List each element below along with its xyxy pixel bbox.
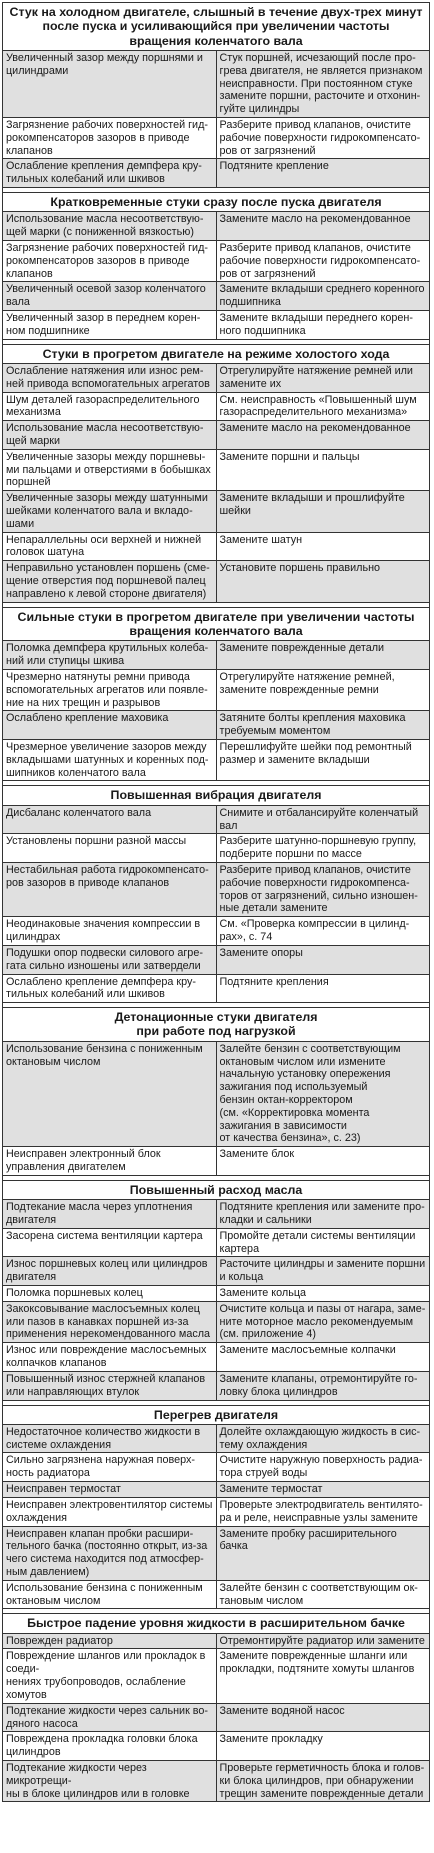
cause-cell: Увеличенный зазор между поршнями и цилиндрами bbox=[6, 51, 203, 77]
table-row bbox=[3, 1649, 430, 1703]
remedy-cell: Замените поврежденные шланги или прокладки, подтяните хомуты шлангов bbox=[219, 1650, 415, 1676]
cause-cell: Повреждена прокладка головки блока цилиндров bbox=[6, 1733, 198, 1759]
remedy-cell: Проверьте герметичность блока и голов- ки блока цилиндров, при обнаружении трещин замените поврежденные детали bbox=[219, 1761, 425, 1800]
cause-cell: Закоксовывание маслосъемных колец или пазов в канавках поршней из-за применения нерекомендованного масла bbox=[6, 1302, 211, 1341]
cause-cell: Увеличенные зазоры между поршневы- ми пальцами и отверстиями в бобышках поршней bbox=[6, 450, 211, 489]
remedy-cell: Залейте бензин с соответствующим октановым числом или измените начальную установку опережения зажигания под используемый бензин октан-корректором (см. «Корректировка момента зажигания в зависимости от качества бензина», с. 23) bbox=[219, 1042, 401, 1145]
cause-cell: Чрезмерное увеличение зазоров между вкладышами шатунных и коренных под- шипников коленчатого вала bbox=[6, 741, 209, 779]
section-header bbox=[3, 786, 430, 805]
table-row bbox=[3, 1732, 430, 1761]
section-header bbox=[3, 1008, 430, 1042]
cause-cell: Ослаблено крепление демпфера кру- тильных колебаний или шкивов bbox=[6, 975, 197, 1001]
remedy-cell: Замените клапаны, отремонтируйте го- ловку блока цилиндров bbox=[219, 1372, 418, 1398]
section-header bbox=[3, 193, 430, 212]
section-header bbox=[3, 1405, 430, 1424]
section-title: Детонационные стуки двигателя при работе под нагрузкой bbox=[114, 1010, 318, 1039]
table-row bbox=[3, 532, 430, 561]
remedy-cell: Затяните болты крепления маховика требуемым моментом bbox=[219, 712, 406, 738]
remedy-cell: См. «Проверка компрессии в цилинд- рах», с. 74 bbox=[219, 918, 410, 944]
table-row bbox=[3, 311, 430, 340]
table-row bbox=[3, 1228, 430, 1257]
cause-cell: Износ поршневых колец или цилиндров двигателя bbox=[6, 1258, 208, 1284]
cause-cell: Повреждение шлангов или прокладок в соеди- нениях трубопроводов, ослабление хомутов bbox=[6, 1650, 206, 1701]
remedy-cell: Стук поршней, исчезающий после про- грева двигателя, не является признаком неисправности. При постоянном стуке замените поршни, расточите и отхонин- гуйте цилиндры bbox=[219, 51, 423, 116]
remedy-cell: Разберите привод клапанов, очистите рабочие поверхности гидрокомпенсато- ров от загрязнений bbox=[219, 241, 421, 280]
table-row bbox=[3, 449, 430, 490]
section-title: Повышенный расход масла bbox=[129, 1182, 303, 1197]
section-title: Стуки в прогретом двигателе на режиме холостого хода bbox=[42, 346, 390, 361]
table-row bbox=[3, 740, 430, 781]
remedy-cell: Замените маслосъемные колпачки bbox=[219, 1344, 396, 1357]
cause-cell: Увеличенные зазоры между шатунными шейками коленчатого вала и вкладо- шами bbox=[6, 492, 208, 530]
table-row bbox=[3, 1580, 430, 1609]
remedy-cell: Замените термостат bbox=[219, 1483, 323, 1496]
remedy-cell: Отремонтируйте радиатор или замените bbox=[219, 1634, 425, 1647]
cause-cell: Использование бензина с пониженным октановым числом bbox=[6, 1581, 203, 1607]
remedy-cell: Замените пробку расширительного бачка bbox=[219, 1527, 397, 1553]
remedy-cell: Снимите и отбалансируйте коленчатый вал bbox=[219, 806, 419, 832]
remedy-cell: Очистите наружную поверхность радиа- тора струей воды bbox=[219, 1454, 423, 1480]
cause-cell: Неисправен клапан пробки расшири- тельного бачка (постоянно открыт, из-за чего система находится под атмосфер- ным давлением) bbox=[6, 1527, 208, 1578]
cause-cell: Увеличенный осевой зазор коленчатого вала bbox=[6, 283, 206, 309]
section-header bbox=[3, 607, 430, 641]
section-title: Перегрев двигателя bbox=[153, 1407, 279, 1422]
table-row bbox=[3, 363, 430, 392]
cause-cell: Сильно загрязнена наружная поверх- ность радиатора bbox=[6, 1454, 195, 1480]
cause-cell: Засорена система вентиляции картера bbox=[6, 1229, 203, 1242]
table-row bbox=[3, 392, 430, 421]
table-row bbox=[3, 1703, 430, 1732]
cause-cell: Неправильно установлен поршень (сме- щение отверстия под поршневой палец направлено к левой стороне двигателя) bbox=[6, 562, 210, 600]
remedy-cell: Замените масло на рекомендованное bbox=[219, 213, 411, 226]
remedy-cell: Подтяните крепления или замените про- кладки и сальники bbox=[219, 1201, 425, 1226]
table-row bbox=[3, 491, 430, 532]
cause-cell: Использование бензина с пониженным октановым числом bbox=[6, 1042, 203, 1068]
table-row bbox=[3, 1424, 430, 1453]
section-title: Сильные стуки в прогретом двигателе при увеличении частоты вращения коленчатого вала bbox=[17, 609, 415, 639]
table-row bbox=[3, 212, 430, 241]
table-row bbox=[3, 1257, 430, 1286]
table-row bbox=[3, 1343, 430, 1372]
table-row bbox=[3, 1286, 430, 1302]
cause-cell: Подтекание масла через уплотнения двигателя bbox=[6, 1201, 193, 1226]
table-row bbox=[3, 1147, 430, 1176]
remedy-cell: Замените опоры bbox=[219, 946, 303, 959]
cause-cell: Неисправен электронный блок управления двигателем bbox=[6, 1148, 161, 1174]
cause-cell: Использование масла несоответствую- щей марки bbox=[6, 422, 204, 447]
section-header bbox=[3, 1180, 430, 1199]
remedy-cell: Замените блок bbox=[219, 1148, 295, 1161]
remedy-cell: Промойте детали системы вентиляции картера bbox=[219, 1229, 416, 1255]
remedy-cell: Проверьте электродвигатель вентилято- ра и реле, неисправные узлы замените bbox=[219, 1498, 423, 1524]
cause-cell: Дисбаланс коленчатого вала bbox=[6, 806, 152, 819]
table-row bbox=[3, 805, 430, 834]
cause-cell: Износ или повреждение маслосъемных колпачков клапанов bbox=[6, 1344, 207, 1370]
cause-cell: Ослабление крепления демпфера кру- тильных колебаний или шкивов bbox=[6, 160, 202, 186]
table-row bbox=[3, 1526, 430, 1580]
remedy-cell: Замените масло на рекомендованное bbox=[219, 422, 411, 435]
table-row bbox=[3, 917, 430, 946]
table-row bbox=[3, 1482, 430, 1498]
remedy-cell: Залейте бензин с соответствующим ок- тановым числом bbox=[219, 1581, 418, 1607]
table-row bbox=[3, 834, 430, 863]
cause-cell: Увеличенный зазор в переднем корен- ном подшипнике bbox=[6, 312, 201, 337]
remedy-cell: Разберите привод клапанов, очистите рабочие поверхности гидрокомпенсато- ров от загрязнений bbox=[219, 118, 421, 157]
cause-cell: Подтекание жидкости через микротрещи- ны в блоке цилиндров или в головке bbox=[6, 1761, 190, 1800]
section-title: Кратковременные стуки сразу после пуска двигателя bbox=[50, 195, 382, 210]
table-row bbox=[3, 641, 430, 670]
table-row bbox=[3, 282, 430, 311]
remedy-cell: Установите поршень правильно bbox=[219, 562, 381, 575]
cause-cell: Ослабление натяжения или износ рем- ней привода вспомогательных агрегатов bbox=[6, 364, 210, 390]
remedy-cell: Замените поршни и пальцы bbox=[219, 450, 360, 463]
cause-cell: Поврежден радиатор bbox=[6, 1634, 113, 1647]
cause-cell: Загрязнение рабочих поверхностей гид- рокомпенсаторов зазоров в приводе клапанов bbox=[6, 118, 208, 157]
remedy-cell: Долейте охлаждающую жидкость в сис- тему охлаждения bbox=[219, 1425, 421, 1451]
remedy-cell: Разберите шатунно-поршневую группу, подберите поршни по массе bbox=[219, 835, 417, 861]
table-row bbox=[3, 1371, 430, 1400]
remedy-cell: Замените поврежденные детали bbox=[219, 642, 385, 655]
cause-cell: Использование масла несоответствую- щей марки (с пониженной вязкостью) bbox=[6, 213, 204, 239]
table-row bbox=[3, 711, 430, 740]
table-row bbox=[3, 1633, 430, 1649]
remedy-cell: Замените вкладыши и прошлифуйте шейки bbox=[219, 492, 405, 518]
cause-cell: Недостаточное количество жидкости в системе охлаждения bbox=[6, 1425, 201, 1451]
table-row bbox=[3, 117, 430, 158]
table-row bbox=[3, 1301, 430, 1342]
remedy-cell: Отрегулируйте натяжение ремней или замените их bbox=[219, 364, 413, 390]
table-row bbox=[3, 159, 430, 188]
troubleshooting-table bbox=[2, 2, 430, 1802]
cause-cell: Непараллельны оси верхней и нижней головок шатуна bbox=[6, 533, 202, 559]
cause-cell: Поломка демпфера крутильных колеба- ний или ступицы шкива bbox=[6, 642, 209, 668]
cause-cell: Загрязнение рабочих поверхностей гид- рокомпенсаторов зазоров в приводе клапанов bbox=[6, 241, 208, 280]
cause-cell: Ослаблено крепление маховика bbox=[6, 712, 169, 725]
remedy-cell: Замените водяной насос bbox=[219, 1704, 345, 1717]
table-row bbox=[3, 669, 430, 710]
table-row bbox=[3, 863, 430, 917]
cause-cell: Повышенный износ стержней клапанов или направляющих втулок bbox=[6, 1372, 206, 1398]
remedy-cell: Замените кольца bbox=[219, 1287, 307, 1300]
cause-cell: Подушки опор подвески силового агре- гата сильно изношены или затвердели bbox=[6, 946, 203, 972]
cause-cell: Нестабильная работа гидрокомпенсато- ров зазоров в приводе клапанов bbox=[6, 864, 209, 889]
table-row bbox=[3, 240, 430, 281]
remedy-cell: Замените прокладку bbox=[219, 1733, 323, 1746]
remedy-cell: Подтяните крепления bbox=[219, 975, 329, 988]
cause-cell: Чрезмерно натянуты ремни привода вспомогательных агрегатов или появле- ние на них трещин и разрывов bbox=[6, 670, 208, 709]
remedy-cell: Замените вкладыши среднего коренного подшипника bbox=[219, 283, 425, 309]
cause-cell: Неисправен электровентилятор системы охлаждения bbox=[6, 1498, 213, 1524]
table-row bbox=[3, 50, 430, 117]
cause-cell: Шум деталей газораспределительного механизма bbox=[6, 393, 200, 419]
table-row bbox=[3, 1453, 430, 1482]
remedy-cell: Расточите цилиндры и замените поршни и кольца bbox=[219, 1258, 426, 1284]
table-row bbox=[3, 1497, 430, 1526]
remedy-cell: Разберите привод клапанов, очистите рабочие поверхности гидрокомпенса- торов от загрязнений, сильно изношен- ные детали замените bbox=[219, 864, 418, 915]
cause-cell: Подтекание жидкости через сальник во- дяного насоса bbox=[6, 1704, 209, 1730]
table-row bbox=[3, 421, 430, 450]
table-row bbox=[3, 1760, 430, 1801]
section-title: Повышенная вибрация двигателя bbox=[110, 788, 322, 803]
cause-cell: Неодинаковые значения компрессии в цилиндрах bbox=[6, 918, 201, 944]
section-header bbox=[3, 3, 430, 51]
remedy-cell: Замените вкладыши переднего корен- ного подшипника bbox=[219, 312, 413, 337]
table-row bbox=[3, 974, 430, 1003]
section-title: Стук на холодном двигателе, слышный в течение двух-трех минут после пуска и усиливающийся при увеличении частоты вращения коленчатого вала bbox=[9, 5, 423, 48]
remedy-cell: Замените шатун bbox=[219, 533, 303, 546]
cause-cell: Установлены поршни разной массы bbox=[6, 835, 187, 848]
table-row bbox=[3, 1041, 430, 1147]
remedy-cell: Очистите кольца и пазы от нагара, заме- ните моторное масло рекомендуемым (см. приложение 4) bbox=[219, 1302, 426, 1341]
cause-cell: Поломка поршневых колец bbox=[6, 1287, 143, 1300]
table-row bbox=[3, 561, 430, 602]
remedy-cell: Перешлифуйте шейки под ремонтный размер и замените вкладыши bbox=[219, 741, 412, 766]
table-row bbox=[3, 1200, 430, 1229]
remedy-cell: См. неисправность «Повышенный шум газораспределительного механизма» bbox=[219, 393, 417, 419]
table-row bbox=[3, 945, 430, 974]
remedy-cell: Отрегулируйте натяжение ремней, замените поврежденные ремни bbox=[219, 670, 395, 696]
section-header bbox=[3, 1614, 430, 1633]
cause-cell: Неисправен термостат bbox=[6, 1483, 121, 1496]
section-title: Быстрое падение уровня жидкости в расширительном бачке bbox=[27, 1616, 405, 1631]
section-header bbox=[3, 344, 430, 363]
remedy-cell: Подтяните крепление bbox=[219, 160, 329, 173]
